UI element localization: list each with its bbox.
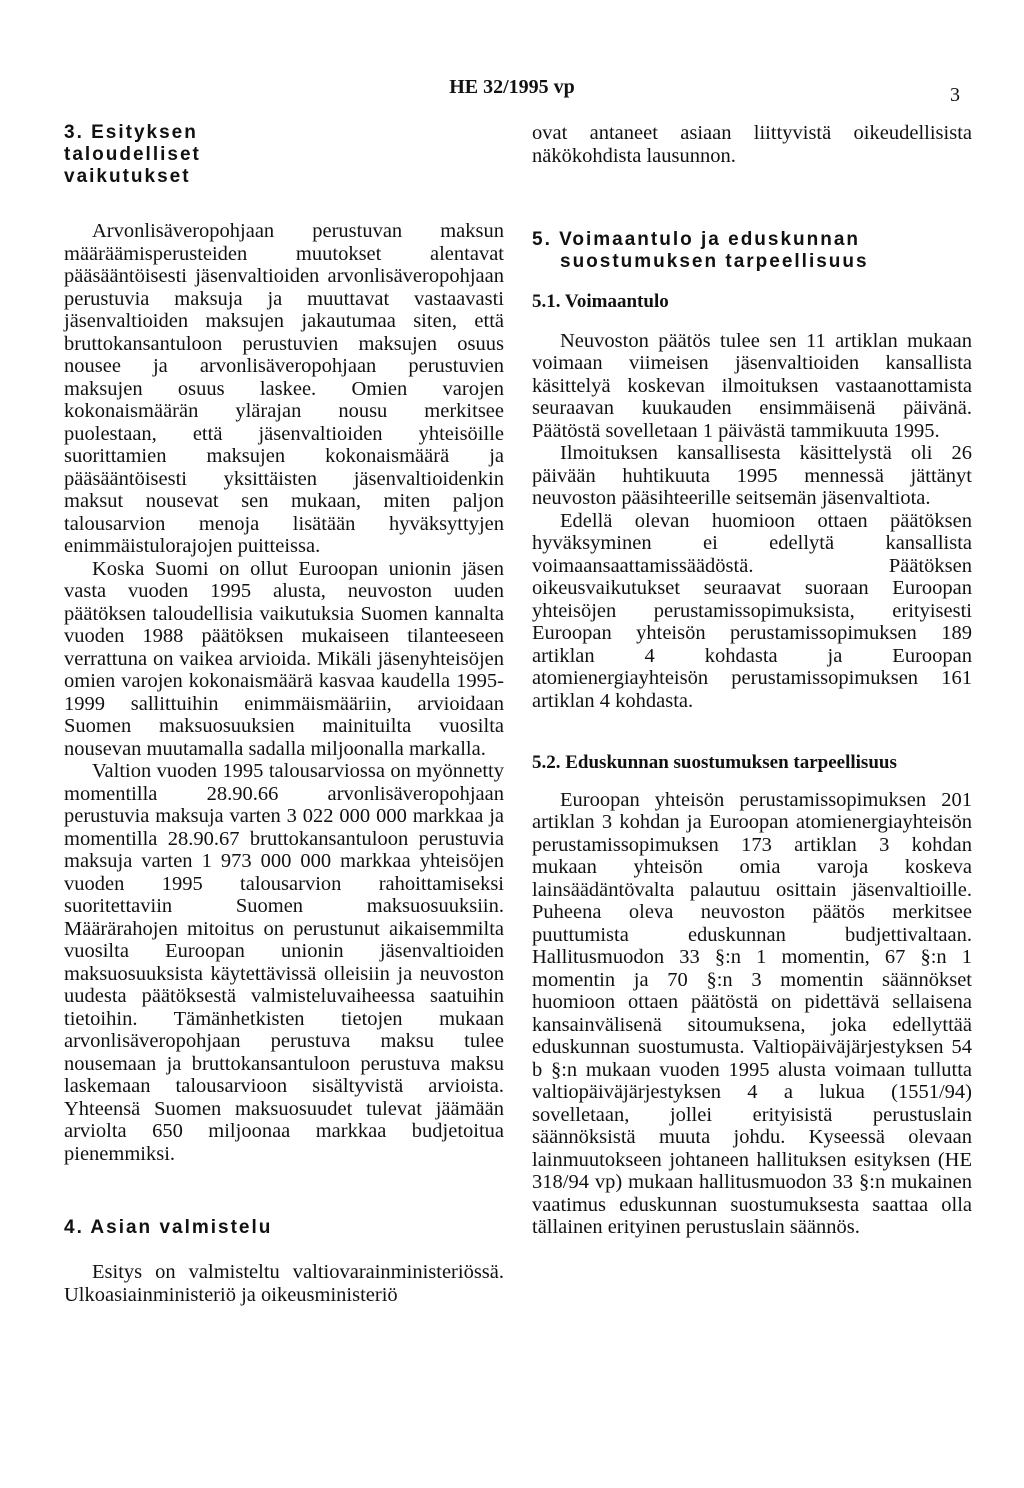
section-3-paragraph-2: Koska Suomi on ollut Euroopan unionin jäsen vasta vuoden 1995 alusta, neuvoston uuden päätöksen taloudellisia vaikutuksia Suomen kannalta vuoden 1988 päätöksen mukaiseen tilanteeseen verrattuna on vaikea arvioida. Mikäli jäsenyhteisöjen omien varojen kokonaismäärä kasvaa kaudella 1995-1999 sallittuihin enimmäismääriin, arvioidaan Suomen maksuosuuksien mainituilta vuosilta nousevan muutamalla sadalla miljoonalla markalla.	[64, 557, 504, 760]
section-3-paragraph-1: Arvonlisäveropohjaan perustuvan maksun määräämisperusteiden muutokset alentavat pääsääntöisesti jäsenvaltioiden arvonlisäveropohjaan perustuvia maksuja ja muuttavat vastaavasti jäsenvaltioiden maksujen jakautumaa siten, että bruttokansantuloon perustuvien maksujen osuus nousee ja arvonlisäveropohjaan perustuvien maksujen osuus laskee. Omien varojen kokonaismäärän ylärajan nousu merkitsee puolestaan, että jäsenvaltioiden yhteisöille suorittamien maksujen kokonaismäärä ja pääsääntöisesti yksittäisten jäsenvaltioidenkin maksut nousevat sen mukaan, miten paljon talousarvion menoja lisätään hyväksyttyjen enimmäistulorajojen puitteissa.	[64, 220, 504, 557]
page-number: 3	[950, 84, 960, 106]
section-5-1-paragraph-1: Neuvoston päätös tulee sen 11 artiklan mukaan voimaan viimeisen jäsenvaltioiden kansallista käsittelyä koskevan ilmoituksen vastaanottamista seuraavan kuukauden ensimmäisenä päivänä. Päätöstä sovelletaan 1 päivästä tammikuuta 1995.	[532, 329, 972, 442]
section-4-paragraph: Esitys on valmisteltu valtiovarainministeriössä. Ulkoasiainministeriö ja oikeusministeriö	[64, 1261, 504, 1306]
section-5-heading: 5. Voimaantulo ja eduskunnan suostumuksen tarpeellisuus	[532, 229, 869, 272]
continuation-paragraph: ovat antaneet asiaan liittyvistä oikeudellisista näkökohdista lausunnon.	[532, 122, 972, 167]
section-4-heading: 4. Asian valmistelu	[64, 1217, 273, 1238]
section-3-heading: 3. Esityksen taloudelliset vaikutukset	[64, 122, 201, 187]
right-column	[532, 122, 972, 1239]
section-5-2-paragraph: Euroopan yhteisön perustamissopimuksen 201 artiklan 3 kohdan ja Euroopan atomienergiayhteisön perustamissopimuksen 173 artiklan 3 kohdan mukaan yhteisön omia varoja koskeva lainsäädäntövalta palautuu osittain jäsenvaltioille. Puheena oleva neuvoston päätös merkitsee puuttumista eduskunnan budjettivaltaan. Hallitusmuodon 33 §:n 1 momentin, 67 §:n 1 momentin ja 70 §:n 3 momentin säännökset huomioon ottaen päätöstä on pidettävä sellaisena kansainvälisenä sitoumuksena, joka edellyttää eduskunnan suostumusta. Valtiopäiväjärjestyksen 54 b §:n mukaan vuoden 1995 alusta voimaan tullutta valtiopäiväjärjestyksen 4 a lukua (1551/94) sovelletaan, jollei erityisistä perustuslain säännöksistä muuta johdu. Kyseessä olevaan lainmuutokseen johtaneen hallituksen esityksen (HE 318/94 vp) mukaan hallitusmuodon 33 §:n mukainen vaatimus eduskunnan suostumuksesta saattaa olla tällainen erityinen perustuslain säännös.	[532, 788, 972, 1238]
section-5-2-heading: 5.2. Eduskunnan suostumuksen tarpeellisuus	[532, 752, 897, 773]
running-header: HE 32/1995 vp	[449, 76, 575, 98]
section-3-paragraph-3: Valtion vuoden 1995 talousarviossa on myönnetty momentilla 28.90.66 arvonlisäveropohjaan perustuvia maksuja varten 3 022 000 000 markkaa ja momentilla 28.90.67 bruttokansantuloon perustuvia maksuja varten 1 973 000 000 markkaa yhteisöjen vuoden 1995 talousarvion rahoittamiseksi suoritettaviin Suomen maksuosuuksiin. Määrärahojen mitoitus on perustunut aikaisemmilta vuosilta Euroopan unionin jäsenvaltioiden maksuosuuksista käytettävissä olleisiin ja neuvoston uudesta päätöksestä valmisteluvaiheessa saatuihin tietoihin. Tämänhetkisten tietojen mukaan arvonlisäveropohjaan perustuva maksu tulee nousemaan ja bruttokansantuloon perustuva maksu laskemaan talousarvioon sisältyvistä arvioista. Yhteensä Suomen maksuosuudet tulevat jäämään arviolta 650 miljoonaa markkaa budjetoitua pienemmiksi.	[64, 760, 504, 1165]
section-5-1-paragraph-3: Edellä olevan huomioon ottaen päätöksen hyväksyminen ei edellytä kansallista voimaansaattamissäädöstä. Päätöksen oikeusvaikutukset seuraavat suoraan Euroopan yhteisöjen perustamissopimuksista, erityisesti Euroopan yhteisön perustamissopimuksen 189 artiklan 4 kohdasta ja Euroopan atomienergiayhteisön perustamissopimuksen 161 artiklan 4 kohdasta.	[532, 509, 972, 712]
section-5-1-heading: 5.1. Voimaantulo	[532, 291, 669, 312]
section-5-1-paragraph-2: Ilmoituksen kansallisesta käsittelystä oli 26 päivään huhtikuuta 1995 mennessä jättänyt neuvoston pääsihteerille seitsemän jäsenvaltiota.	[532, 442, 972, 509]
left-column	[64, 122, 504, 1306]
